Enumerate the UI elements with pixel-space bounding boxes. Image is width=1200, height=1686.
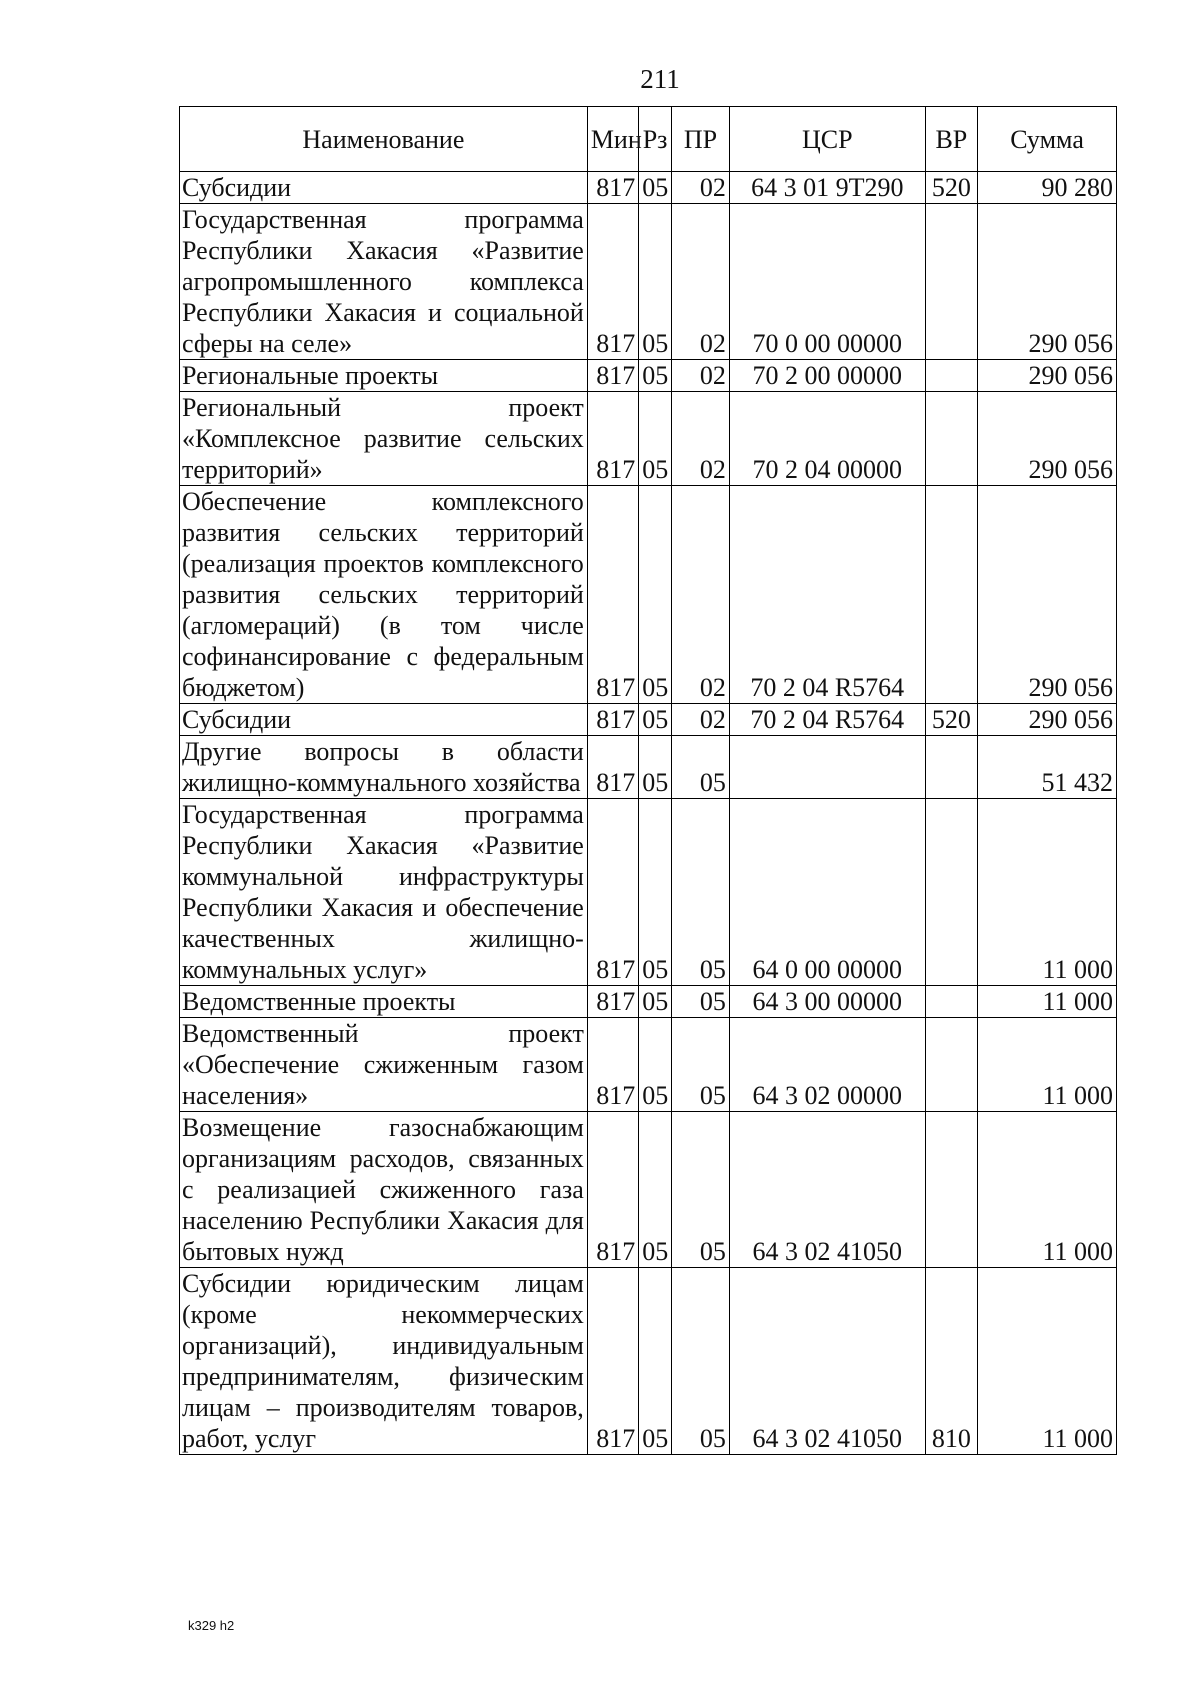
row-pr: 05 bbox=[671, 799, 729, 986]
row-vr: 520 bbox=[925, 172, 977, 204]
row-vr bbox=[925, 486, 977, 704]
row-sum: 290 056 bbox=[978, 704, 1117, 736]
row-min: 817 bbox=[587, 486, 638, 704]
row-csr: 64 3 01 9Т290 bbox=[729, 172, 925, 204]
row-csr: 70 2 04 00000 bbox=[729, 392, 925, 486]
table-row bbox=[180, 1112, 1117, 1268]
row-sum: 11 000 bbox=[978, 799, 1117, 986]
row-name: Возмещение газоснабжающим организациям расходов, связанных с реализацией сжиженного газа населению Республики Хакасия для бытовых нужд bbox=[180, 1112, 588, 1268]
header-pr: ПР bbox=[671, 107, 729, 172]
header-csr: ЦСР bbox=[729, 107, 925, 172]
row-sum: 90 280 bbox=[978, 172, 1117, 204]
row-sum: 290 056 bbox=[978, 204, 1117, 360]
row-name: Государственная программа Республики Хакасия «Развитие агропромышленного комплекса Республики Хакасия и социальной сферы на селе» bbox=[180, 204, 588, 360]
row-csr: 70 2 04 R5764 bbox=[729, 704, 925, 736]
row-rz: 05 bbox=[639, 360, 672, 392]
row-pr: 05 bbox=[671, 1112, 729, 1268]
row-csr: 70 2 04 R5764 bbox=[729, 486, 925, 704]
row-rz: 05 bbox=[639, 204, 672, 360]
row-pr: 02 bbox=[671, 392, 729, 486]
row-rz: 05 bbox=[639, 1018, 672, 1112]
row-pr: 05 bbox=[671, 1268, 729, 1455]
row-vr bbox=[925, 986, 977, 1018]
table-row bbox=[180, 1018, 1117, 1112]
row-sum: 11 000 bbox=[978, 1112, 1117, 1268]
table-row bbox=[180, 360, 1117, 392]
row-name: Ведомственные проекты bbox=[180, 986, 588, 1018]
table-row bbox=[180, 392, 1117, 486]
table-row bbox=[180, 204, 1117, 360]
row-vr: 520 bbox=[925, 704, 977, 736]
row-name: Региональные проекты bbox=[180, 360, 588, 392]
row-sum: 290 056 bbox=[978, 392, 1117, 486]
row-vr bbox=[925, 204, 977, 360]
row-name: Региональный проект «Комплексное развитие сельских территорий» bbox=[180, 392, 588, 486]
row-rz: 05 bbox=[639, 986, 672, 1018]
row-pr: 02 bbox=[671, 172, 729, 204]
row-name: Обеспечение комплексного развития сельских территорий (реализация проектов комплексного развития сельских территорий (агломераций) (в том числе софинансирование с федеральным бюджетом) bbox=[180, 486, 588, 704]
row-vr bbox=[925, 799, 977, 986]
row-rz: 05 bbox=[639, 704, 672, 736]
row-name: Другие вопросы в области жилищно-коммунального хозяйства bbox=[180, 736, 588, 799]
row-name: Государственная программа Республики Хакасия «Развитие коммунальной инфраструктуры Республики Хакасия и обеспечение качественных жилищно-коммунальных услуг» bbox=[180, 799, 588, 986]
row-rz: 05 bbox=[639, 1268, 672, 1455]
header-min: Мин bbox=[587, 107, 638, 172]
footer-code: k329 h2 bbox=[188, 1618, 235, 1633]
row-sum: 290 056 bbox=[978, 486, 1117, 704]
row-rz: 05 bbox=[639, 486, 672, 704]
row-pr: 05 bbox=[671, 736, 729, 799]
row-min: 817 bbox=[587, 172, 638, 204]
row-csr: 64 3 02 41050 bbox=[729, 1112, 925, 1268]
row-name: Субсидии bbox=[180, 704, 588, 736]
table-row bbox=[180, 704, 1117, 736]
header-sum: Сумма bbox=[978, 107, 1117, 172]
row-csr: 64 3 00 00000 bbox=[729, 986, 925, 1018]
row-pr: 05 bbox=[671, 986, 729, 1018]
row-sum: 290 056 bbox=[978, 360, 1117, 392]
row-csr: 70 2 00 00000 bbox=[729, 360, 925, 392]
row-name: Субсидии юридическим лицам (кроме некоммерческих организаций), индивидуальным предпринимателям, физическим лицам – производителям товаров, работ, услуг bbox=[180, 1268, 588, 1455]
row-sum: 11 000 bbox=[978, 1268, 1117, 1455]
row-pr: 05 bbox=[671, 1018, 729, 1112]
row-min: 817 bbox=[587, 1018, 638, 1112]
row-pr: 02 bbox=[671, 704, 729, 736]
table-row bbox=[180, 486, 1117, 704]
row-vr bbox=[925, 736, 977, 799]
row-min: 817 bbox=[587, 1112, 638, 1268]
row-min: 817 bbox=[587, 736, 638, 799]
row-sum: 11 000 bbox=[978, 1018, 1117, 1112]
row-rz: 05 bbox=[639, 736, 672, 799]
row-min: 817 bbox=[587, 204, 638, 360]
row-vr bbox=[925, 360, 977, 392]
row-min: 817 bbox=[587, 360, 638, 392]
row-vr bbox=[925, 392, 977, 486]
page-number: 211 bbox=[640, 64, 680, 94]
row-rz: 05 bbox=[639, 799, 672, 986]
table-row bbox=[180, 172, 1117, 204]
row-rz: 05 bbox=[639, 172, 672, 204]
table-row bbox=[180, 1268, 1117, 1455]
row-csr: 64 0 00 00000 bbox=[729, 799, 925, 986]
row-pr: 02 bbox=[671, 360, 729, 392]
row-vr: 810 bbox=[925, 1268, 977, 1455]
row-name: Субсидии bbox=[180, 172, 588, 204]
row-csr: 70 0 00 00000 bbox=[729, 204, 925, 360]
table-row bbox=[180, 986, 1117, 1018]
header-vr: ВР bbox=[925, 107, 977, 172]
row-pr: 02 bbox=[671, 486, 729, 704]
header-name: Наименование bbox=[180, 107, 588, 172]
row-min: 817 bbox=[587, 392, 638, 486]
header-rz: Рз bbox=[639, 107, 672, 172]
row-rz: 05 bbox=[639, 1112, 672, 1268]
row-csr: 64 3 02 41050 bbox=[729, 1268, 925, 1455]
row-min: 817 bbox=[587, 986, 638, 1018]
row-pr: 02 bbox=[671, 204, 729, 360]
row-vr bbox=[925, 1018, 977, 1112]
row-min: 817 bbox=[587, 1268, 638, 1455]
budget-table bbox=[179, 106, 1117, 1455]
row-sum: 51 432 bbox=[978, 736, 1117, 799]
table-row bbox=[180, 736, 1117, 799]
row-vr bbox=[925, 1112, 977, 1268]
row-csr: 64 3 02 00000 bbox=[729, 1018, 925, 1112]
table-row bbox=[180, 799, 1117, 986]
row-rz: 05 bbox=[639, 392, 672, 486]
row-min: 817 bbox=[587, 704, 638, 736]
row-min: 817 bbox=[587, 799, 638, 986]
row-csr bbox=[729, 736, 925, 799]
table-header-row bbox=[180, 107, 1117, 172]
row-sum: 11 000 bbox=[978, 986, 1117, 1018]
row-name: Ведомственный проект «Обеспечение сжиженным газом населения» bbox=[180, 1018, 588, 1112]
